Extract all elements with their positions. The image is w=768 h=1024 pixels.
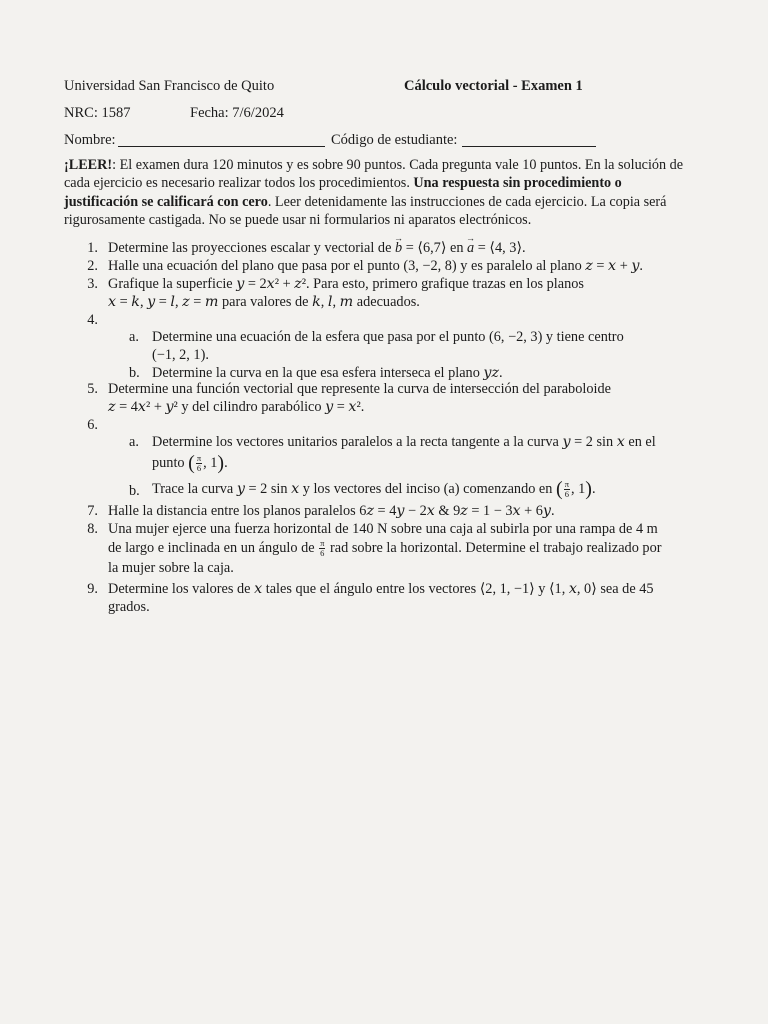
question-text-line-1: Una mujer ejerce una fuerza horizontal de 140 N sobre una caja al subirla por una rampa de 4 m bbox=[108, 521, 658, 537]
question-text-line-1: Grafique la superficie 𝑦 = 2𝑥² + 𝑧². Para esto, primero grafique trazas en los planos bbox=[108, 276, 584, 292]
question-text-line-1: Determine una función vectorial que represente la curva de intersección del paraboloide bbox=[108, 381, 611, 397]
subquestion-a-line-2: punto ( $\frac{\pi}{6}$ , 1). bbox=[152, 452, 228, 474]
student-code-label: Código de estudiante: bbox=[331, 132, 458, 148]
question-number: 8. bbox=[87, 521, 98, 537]
question-text-line-2: 𝑥 = 𝑘, 𝑦 = 𝑙, 𝑧 = 𝑚 para valores de 𝑘, 𝑙, 𝑚 adecuados. bbox=[108, 294, 420, 310]
subquestion-label: b. bbox=[129, 483, 140, 499]
question-text-line-3: la mujer sobre la caja. bbox=[108, 560, 234, 576]
question-text-line-2: 𝑧 = 4𝑥² + 𝑦² y del cilindro parabólico 𝑦 = 𝑥². bbox=[108, 399, 365, 415]
vector-a: → a bbox=[467, 239, 474, 257]
question-text: Halle la distancia entre los planos paralelos 6𝑧 = 4𝑦 − 2𝑥 & 9𝑧 = 1 − 3𝑥 + 6𝑦. bbox=[108, 503, 555, 519]
leer-heading: ¡LEER! bbox=[64, 157, 113, 173]
question-text-line-1: Determine los valores de 𝑥 tales que el ángulo entre los vectores ⟨2, 1, −1⟩ y ⟨1, 𝑥, 0⟩ sea de 45 bbox=[108, 581, 654, 597]
university-name: Universidad San Francisco de Quito bbox=[64, 78, 275, 94]
question-number: 6. bbox=[87, 417, 98, 433]
question-number: 4. bbox=[87, 312, 98, 328]
vector-b: → b bbox=[395, 239, 402, 257]
subquestion-a-line-1: Determine los vectores unitarios paralelos a la recta tangente a la curva 𝑦 = 2 sin 𝑥 en el bbox=[152, 434, 656, 450]
pi-over-6-fraction: $\frac{\pi}{6}$ bbox=[196, 453, 202, 474]
subquestion-a-line-2: (−1, 2, 1). bbox=[152, 347, 209, 363]
subquestion-label: b. bbox=[129, 365, 140, 381]
instructions-text-1: : El examen dura 120 minutos y es sobre 90 puntos. Cada pregunta vale 10 puntos. En la solución de cada ejercicio es necesario realizar todos los procedimientos. bbox=[64, 157, 684, 192]
subquestion-b-text: Determine la curva en la que esa esfera interseca el plano 𝑦𝑧. bbox=[152, 365, 503, 381]
question-text: Halle una ecuación del plano que pasa por el punto (3, −2, 8) y es paralelo al plano 𝑧 = 𝑥 + 𝑦. bbox=[108, 258, 643, 274]
pi-over-6-fraction: $\frac{\pi}{6}$ bbox=[564, 479, 569, 500]
question-text-line-2: de largo e inclinada en un ángulo de $\frac{\pi}{6}$ rad sobre la horizontal. Determine el trabajo realizado por bbox=[108, 538, 662, 559]
question-text: Determine las proyecciones escalar y vectorial de → b = ⟨6,7⟩ en → a = ⟨4, 3⟩. bbox=[108, 239, 526, 257]
subquestion-label: a. bbox=[129, 434, 139, 450]
student-code-blank-line[interactable] bbox=[462, 132, 596, 147]
question-number: 9. bbox=[87, 581, 98, 597]
instructions-paragraph bbox=[64, 156, 684, 230]
question-number: 7. bbox=[87, 503, 98, 519]
subquestion-a-line-1: Determine una ecuación de la esfera que pasa por el punto (6, −2, 3) y tiene centro bbox=[152, 329, 624, 345]
pi-over-6-fraction: $\frac{\pi}{6}$ bbox=[320, 538, 325, 559]
date-label: Fecha: 7/6/2024 bbox=[190, 105, 284, 121]
question-number: 1. bbox=[87, 240, 98, 256]
question-number: 3. bbox=[87, 276, 98, 292]
name-label: Nombre: bbox=[64, 132, 116, 148]
question-number: 2. bbox=[87, 258, 98, 274]
nrc-label: NRC: 1587 bbox=[64, 105, 131, 121]
course-title: Cálculo vectorial - Examen 1 bbox=[404, 78, 583, 94]
question-text-line-2: grados. bbox=[108, 599, 150, 615]
subquestion-b-text: Trace la curva 𝑦 = 2 sin 𝑥 y los vectores del inciso (a) comenzando en ( $\frac{\pi}{6}$ , 1). bbox=[152, 478, 596, 500]
subquestion-label: a. bbox=[129, 329, 139, 345]
question-number: 5. bbox=[87, 381, 98, 397]
zero-grade-warning: Una respuesta sin procedimiento o justificación se calificará con cero bbox=[64, 175, 622, 210]
name-blank-line[interactable] bbox=[118, 132, 325, 147]
instructions-text-2: . Leer detenidamente las instrucciones de cada ejercicio. La copia será rigurosamente castigada. No se puede usar ni formularios ni aparatos electrónicos. bbox=[64, 193, 667, 229]
